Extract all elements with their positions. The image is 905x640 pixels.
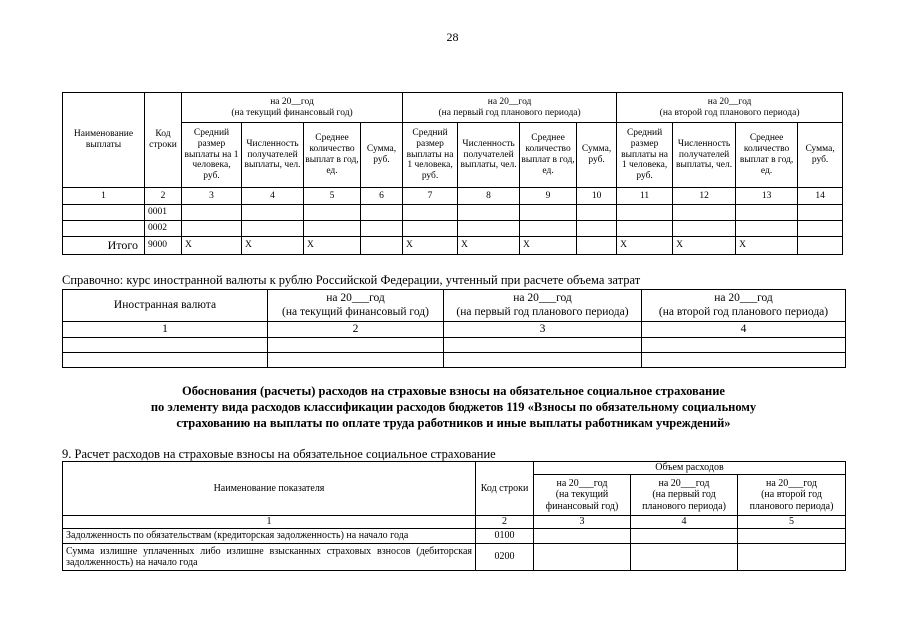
- table-row: [63, 544, 846, 571]
- column-number: 9: [520, 188, 577, 205]
- total-code: 9000: [145, 237, 182, 255]
- indicator-name-cell: Задолженность по обязательствам (кредиторская задолженность) на начало года: [63, 529, 476, 544]
- data-cell[interactable]: [182, 205, 242, 221]
- data-cell[interactable]: [738, 529, 846, 544]
- data-cell[interactable]: [520, 221, 577, 237]
- not-applicable-mark: X: [736, 237, 798, 255]
- data-cell[interactable]: [738, 544, 846, 571]
- data-cell[interactable]: [520, 205, 577, 221]
- row-code-cell: 0200: [476, 544, 534, 571]
- period-header-current: на 20___год (на текущий финансовый год): [268, 290, 444, 322]
- sub-header-avg-payment: Средний размер выплаты на 1 человека, руб.: [403, 123, 458, 188]
- indicator-name-header: Наименование показателя: [63, 462, 476, 516]
- data-cell[interactable]: [673, 205, 736, 221]
- sub-header-sum: Сумма, руб.: [361, 123, 403, 188]
- data-cell[interactable]: [444, 338, 642, 353]
- sub-header-sum: Сумма, руб.: [577, 123, 617, 188]
- column-number: 8: [458, 188, 520, 205]
- row-code-cell: 0002: [145, 221, 182, 237]
- data-cell[interactable]: [361, 221, 403, 237]
- sub-header-payments-count: Среднее количество выплат в год, ед.: [304, 123, 361, 188]
- data-cell[interactable]: [736, 205, 798, 221]
- currency-rate-table: [62, 289, 846, 368]
- period-header-second: на 20__год (на второй год планового периода): [617, 93, 843, 123]
- column-number: 12: [673, 188, 736, 205]
- currency-header: Иностранная валюта: [63, 290, 268, 322]
- data-cell[interactable]: [798, 205, 843, 221]
- data-cell[interactable]: [268, 353, 444, 368]
- section-heading: [62, 383, 845, 431]
- data-cell[interactable]: [736, 221, 798, 237]
- page-number: 28: [446, 30, 459, 44]
- data-cell[interactable]: [673, 221, 736, 237]
- column-number: 3: [444, 322, 642, 338]
- data-cell[interactable]: [642, 353, 846, 368]
- sub-header-avg-payment: Средний размер выплаты на 1 человека, руб.: [617, 123, 673, 188]
- column-number: 1: [63, 322, 268, 338]
- column-number: 1: [63, 516, 476, 529]
- period-header-second: на 20___год (на второй год планового периода): [738, 475, 846, 516]
- table-row: [63, 353, 846, 368]
- section-title: 9. Расчет расходов на страховые взносы на обязательное социальное страхование: [62, 447, 496, 461]
- data-cell[interactable]: [631, 529, 738, 544]
- not-applicable-mark: X: [520, 237, 577, 255]
- not-applicable-mark: X: [617, 237, 673, 255]
- sub-header-payments-count: Среднее количество выплат в год, ед.: [520, 123, 577, 188]
- not-applicable-mark: X: [458, 237, 520, 255]
- table-row: [63, 205, 843, 221]
- data-cell[interactable]: [242, 205, 304, 221]
- data-cell[interactable]: [304, 205, 361, 221]
- not-applicable-mark: X: [403, 237, 458, 255]
- sub-header-payments-count: Среднее количество выплат в год, ед.: [736, 123, 798, 188]
- column-number: 4: [242, 188, 304, 205]
- column-number: 7: [403, 188, 458, 205]
- total-sum-cell[interactable]: [577, 237, 617, 255]
- period-header-current: на 20__год (на текущий финансовый год): [182, 93, 403, 123]
- indicator-name-cell: Сумма излишне уплаченных либо излишне взысканных страховых взносов (дебиторская задолженность) на начало года: [63, 544, 476, 571]
- total-sum-cell[interactable]: [798, 237, 843, 255]
- column-number: 4: [631, 516, 738, 529]
- data-cell[interactable]: [304, 221, 361, 237]
- column-number: 5: [304, 188, 361, 205]
- period-header-first: на 20__год (на первый год планового периода): [403, 93, 617, 123]
- column-number: 6: [361, 188, 403, 205]
- payment-name-header: Наименование выплаты: [63, 93, 145, 188]
- column-number: 2: [476, 516, 534, 529]
- total-row: [63, 237, 843, 255]
- sub-header-recipients: Численность получателей выплаты, чел.: [242, 123, 304, 188]
- data-cell[interactable]: [458, 221, 520, 237]
- column-number: 13: [736, 188, 798, 205]
- sub-header-recipients: Численность получателей выплаты, чел.: [673, 123, 736, 188]
- row-code-cell: 0001: [145, 205, 182, 221]
- payments-table: [62, 92, 843, 255]
- volume-header: Объем расходов: [534, 462, 846, 475]
- not-applicable-mark: X: [304, 237, 361, 255]
- table-row: [63, 221, 843, 237]
- period-header-first: на 20___год (на первый год планового периода): [631, 475, 738, 516]
- table-row: [63, 529, 846, 544]
- total-sum-cell[interactable]: [361, 237, 403, 255]
- column-number: 11: [617, 188, 673, 205]
- data-cell[interactable]: [617, 221, 673, 237]
- data-cell[interactable]: [361, 205, 403, 221]
- sub-header-recipients: Численность получателей выплаты, чел.: [458, 123, 520, 188]
- row-code-header: Код строки: [145, 93, 182, 188]
- data-cell[interactable]: [182, 221, 242, 237]
- period-header-first: на 20___год (на первый год планового периода): [444, 290, 642, 322]
- period-header-current: на 20___год (на текущий финансовый год): [534, 475, 631, 516]
- not-applicable-mark: X: [673, 237, 736, 255]
- data-cell[interactable]: [444, 353, 642, 368]
- column-number: 3: [182, 188, 242, 205]
- data-cell[interactable]: [577, 205, 617, 221]
- row-code-cell: 0100: [476, 529, 534, 544]
- period-header-second: на 20___год (на второй год планового периода): [642, 290, 846, 322]
- row-code-header: Код строки: [476, 462, 534, 516]
- column-number: 5: [738, 516, 846, 529]
- payment-name-cell[interactable]: [63, 221, 145, 237]
- data-cell[interactable]: [268, 338, 444, 353]
- data-cell[interactable]: [534, 529, 631, 544]
- column-number: 3: [534, 516, 631, 529]
- heading-line: по элементу вида расходов классификации расходов бюджетов 119 «Взносы по обязательному социальному: [150, 400, 757, 414]
- data-cell[interactable]: [577, 221, 617, 237]
- column-number: 2: [268, 322, 444, 338]
- column-number: 14: [798, 188, 843, 205]
- data-cell[interactable]: [534, 544, 631, 571]
- data-cell[interactable]: [458, 205, 520, 221]
- total-label: Итого: [63, 237, 145, 255]
- data-cell[interactable]: [403, 221, 458, 237]
- data-cell[interactable]: [63, 353, 268, 368]
- data-cell[interactable]: [242, 221, 304, 237]
- data-cell[interactable]: [798, 221, 843, 237]
- heading-line: Обоснования (расчеты) расходов на страховые взносы на обязательное социальное страхование: [182, 384, 725, 398]
- table-row: [63, 338, 846, 353]
- heading-line: страхованию на выплаты по оплате труда работников и иные выплаты работникам учреждений»: [176, 416, 731, 430]
- not-applicable-mark: X: [242, 237, 304, 255]
- currency-note: Справочно: курс иностранной валюты к рублю Российской Федерации, учтенный при расчете объема затрат: [62, 273, 641, 287]
- column-number: 10: [577, 188, 617, 205]
- column-number: 1: [63, 188, 145, 205]
- data-cell[interactable]: [642, 338, 846, 353]
- sub-header-sum: Сумма, руб.: [798, 123, 843, 188]
- column-number: 4: [642, 322, 846, 338]
- data-cell[interactable]: [63, 338, 268, 353]
- data-cell[interactable]: [631, 544, 738, 571]
- data-cell[interactable]: [617, 205, 673, 221]
- insurance-calculation-table: [62, 461, 846, 571]
- payment-name-cell[interactable]: [63, 205, 145, 221]
- column-number: 2: [145, 188, 182, 205]
- not-applicable-mark: X: [182, 237, 242, 255]
- sub-header-avg-payment: Средний размер выплаты на 1 человека, руб.: [182, 123, 242, 188]
- data-cell[interactable]: [403, 205, 458, 221]
